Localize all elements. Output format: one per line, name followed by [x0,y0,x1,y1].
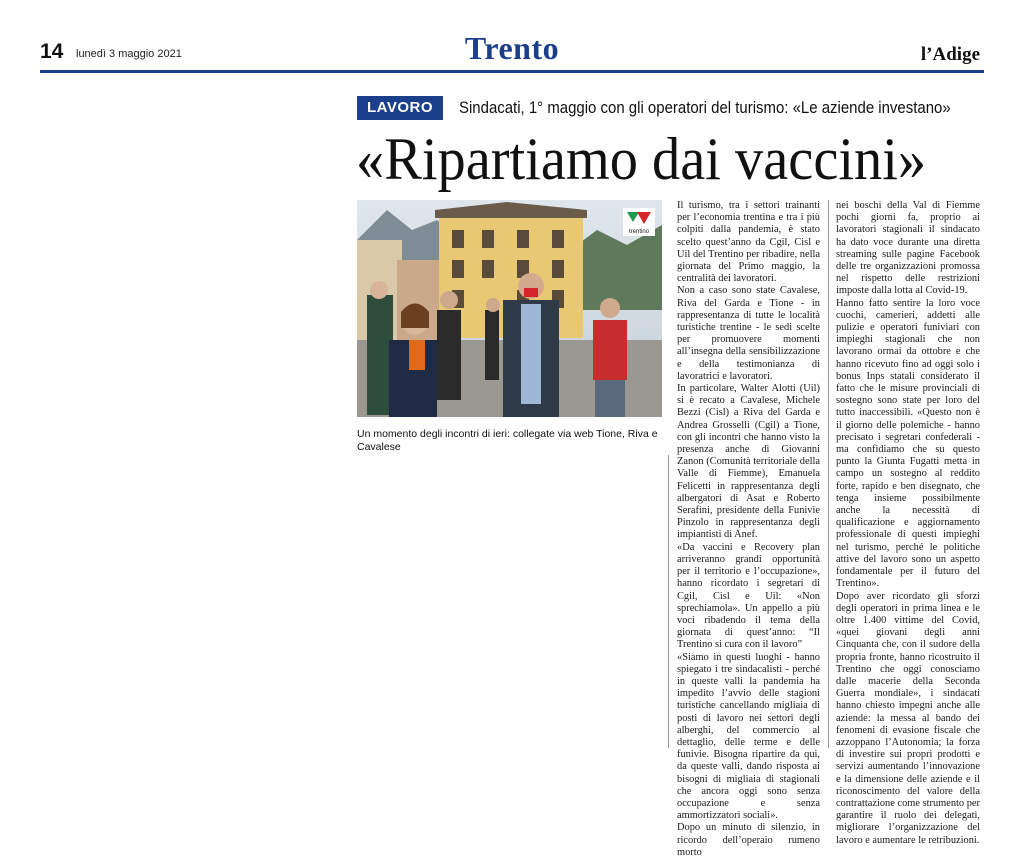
trentino-logo-text: trentino [628,229,650,235]
masthead-rule [40,70,984,73]
paragraph: nei boschi della Val di Fiemme pochi giorni fa, proprio ai lavoratori stagionali il sindacato ha dato voce durante una diretta streaming sulle pagine Facebook delle tre organizzazioni promossa nel rispetto delle restrizioni imposte dalla lotta al Covid-19. [836,200,980,297]
paragraph: Il turismo, tra i settori trainanti per l’economia trentina e tra i più colpiti dalla pandemia, è stato scelto quest’anno da Cgil, Cisl e Uil del Trentino per ribadire, nella giornata del Primo maggio, la centralità dei lavoratori. [677,200,820,285]
kicker-label: LAVORO [357,96,443,120]
paragraph: Non a caso sono state Cavalese, Riva del Garda e Tione - in rappresentanza di tutte le località turistiche trentine - le sedi scelte per promuovere momenti all’insegna della sensibilizzazione e della testimonianza di lavoratrici e lavoratori. [677,285,820,382]
paragraph: In particolare, Walter Alotti (Uil) si è recato a Cavalese, Michele Bezzi (Cisl) a Riva del Garda e Andrea Grosselli (Cgil) a Tione, con gli incontri che hanno visto la presenza anche di Giovanni Zanon (Comunità territoriale della Valle di Fiemme), Emanuela Felicetti in rappresentanza degli albergatori di Asat e Roberto Serafini, presidente della Funivie Pinzolo in rappresentanza degli impiantisti di Anef. [677,383,820,541]
photo-scene [357,200,662,417]
section-title: Trento [464,30,560,66]
photo-caption: Un momento degli incontri di ieri: collegate via web Tione, Riva e Cavalese [357,428,658,453]
paragraph: Dopo un minuto di silenzio, in ricordo dell’operaio rumeno morto [677,822,820,858]
article-photo [357,200,662,417]
column-divider [668,455,669,748]
newspaper-logo: l’Adige [920,44,980,65]
article-column-2 [836,200,980,847]
paragraph: Dopo aver ricordato gli sforzi degli operatori in prima linea e le oltre 1.400 vittime del Covid, «quei giovani degli anni Cinquanta che, con il sudore della propria fronte, hanno ricostruito il Trentino che oggi conosciamo dalle macerie della Seconda Guerra mondiale», i sindacati hanno chiesto impegni anche alle aziende: la messa al bando dei fenomeni di evasione fiscale che azzoppano l’Autonomia; la forza di investire sui propri prodotti e servizi aumentando l’innovazione e la dimensione delle aziende e il riconoscimento del valore della contrattazione come strumento per garantire il ruolo dei delegati, migliorare l’organizzazione del lavoro e aumentare le retribuzioni. [836,590,980,846]
kicker: Sindacati, 1° maggio con gli operatori del turismo: «Le aziende investano» [459,98,951,117]
headline: «Ripartiamo dai vaccini» [356,126,927,192]
article-column-1 [677,200,820,859]
paragraph: Hanno fatto sentire la loro voce cuochi, camerieri, addetti alle pulizie e operatori funiviari con impieghi stagionali che non lavorano ormai da ottobre e che hanno ricevuto fino ad oggi solo i bonus Inps statali considerato il fatto che le misure provinciali di sostegno sono state per loro del tutto inaccessibili. «Questo non è il giorno delle polemiche - hanno precisato i segretari confederali - ma confidiamo che su questo punto la Giunta Fugatti metta in campo un sostegno al reddito forte, rapido e ben disegnato, che tenga insieme possibilmente anche la necessità di qualificazione e aggiornamento professionale di questi impieghi nel turismo, perché le politiche attive del lavoro sono un aspetto fondamentale per il futuro del Trentino». [836,297,980,590]
column-divider [828,200,829,748]
paragraph: «Siamo in questi luoghi - hanno spiegato i tre sindacalisti - perché in queste valli la pandemia ha impedito l’avvio delle stagioni turistiche cancellando migliaia di posti di lavoro nei settori degli alberghi, del commercio al dettaglio, delle terme e delle funivie. Bisogna ripartire da qui, da queste valli, dando risposta ai bisogni di migliaia di stagionali che ancora oggi sono senza occupazione e senza ammortizzatori sociali». [677,651,820,822]
paragraph: «Da vaccini e Recovery plan arriveranno grandi opportunità per il territorio e l’occupazione», hanno ricordato i segretari di Cgil, Cisl e Uil: «Non sprechiamola». Un appello a più voci ribadendo il tema della giornata di quest’anno: “Il Trentino si cura con il lavoro” [677,541,820,651]
publication-date: lunedì 3 maggio 2021 [76,48,182,60]
page-number: 14 [40,40,64,63]
